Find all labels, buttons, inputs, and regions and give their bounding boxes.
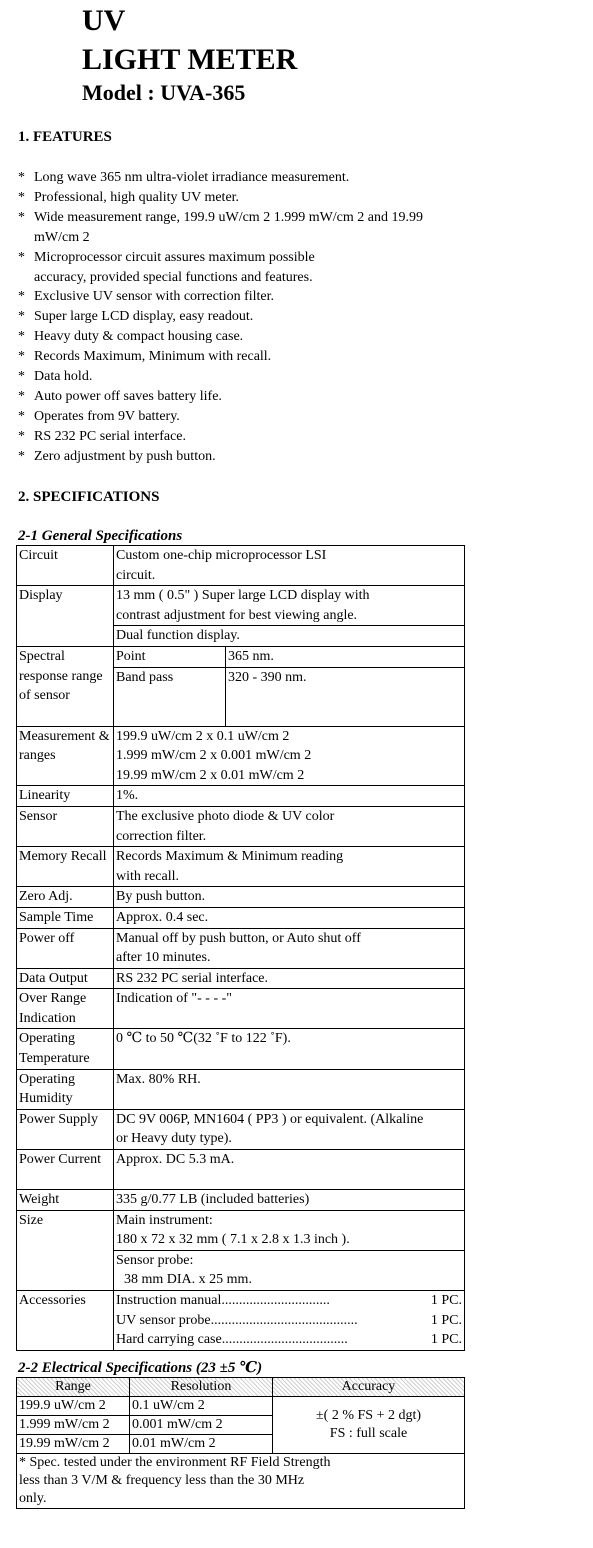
- row-label: Sensor: [17, 806, 114, 846]
- row-value: The exclusive photo diode & UV color correction filter.: [114, 806, 465, 846]
- feature-item: * Operates from 9V battery.: [18, 407, 578, 427]
- table-row: [17, 968, 465, 989]
- row-label: Size: [17, 1210, 114, 1290]
- bullet-star-icon: *: [18, 289, 25, 305]
- bullet-star-icon: *: [18, 329, 25, 345]
- bullet-star-icon: *: [18, 209, 25, 225]
- accessory-item: Hard carrying case.................................... 1 PC.: [116, 1332, 462, 1348]
- bullet-star-icon: *: [18, 388, 25, 404]
- row-value: [114, 726, 465, 786]
- band-pass-label: Band pass: [114, 667, 226, 726]
- electrical-specs-title: 2-2 Electrical Specifications (23 ±5 ℃): [18, 1360, 263, 1376]
- bullet-star-icon: *: [18, 189, 25, 205]
- row-label: Weight: [17, 1190, 114, 1211]
- accessory-item: Instruction manual............................... 1 PC.: [116, 1293, 462, 1308]
- table-row: [17, 1210, 465, 1250]
- accessory-item: UV sensor probe.......................................... 1 PC.: [116, 1312, 462, 1328]
- point-label: Point: [114, 646, 226, 667]
- bullet-star-icon: *: [18, 448, 25, 464]
- bullet-star-icon: *: [18, 408, 25, 424]
- feature-item: * Wide measurement range, 199.9 uW/cm 2 1.999 mW/cm 2 and 19.99 mW/cm 2: [18, 209, 423, 245]
- row-value: DC 9V 006P, MN1604 ( PP3 ) or equivalent. (Alkaline or Heavy duty type).: [114, 1109, 465, 1149]
- table-row: [17, 1150, 465, 1190]
- row-value: 0 ℃ to 50 ℃(32 ˚F to 122 ˚F).: [114, 1029, 465, 1069]
- table-row: [17, 1454, 465, 1509]
- range-cell: 1.999 mW/cm 2: [17, 1416, 130, 1435]
- row-label: Memory Recall: [17, 847, 114, 887]
- general-specs-title: 2-1 General Specifications: [18, 528, 183, 544]
- row-label: Operating Humidity: [17, 1069, 114, 1109]
- table-header-row: [17, 1378, 465, 1397]
- row-value: [114, 1250, 465, 1290]
- accuracy-cell: [273, 1397, 465, 1454]
- table-row: [17, 928, 465, 968]
- feature-item: * Exclusive UV sensor with correction filter.: [18, 287, 578, 307]
- row-value: Custom one-chip microprocessor LSI circuit.: [114, 546, 465, 586]
- row-value: 13 mm ( 0.5" ) Super large LCD display with contrast adjustment for best viewing angle.: [114, 586, 465, 626]
- resolution-cell: 0.1 uW/cm 2: [130, 1397, 273, 1416]
- row-value: 335 g/0.77 LB (included batteries): [114, 1190, 465, 1211]
- row-value: Approx. DC 5.3 mA.: [114, 1150, 465, 1190]
- row-label: Over Range Indication: [17, 989, 114, 1029]
- point-value: 365 nm.: [226, 646, 465, 667]
- range-line: 19.99 mW/cm 2 x 0.01 mW/cm 2: [116, 767, 305, 783]
- title-line-2: LIGHT METER: [82, 43, 298, 76]
- row-label: Data Output: [17, 968, 114, 989]
- table-row: [17, 726, 465, 786]
- row-label: Circuit: [17, 546, 114, 586]
- bullet-star-icon: *: [18, 170, 25, 185]
- row-label: Measurement & ranges: [17, 726, 114, 786]
- row-value: 1%.: [114, 786, 465, 807]
- specifications-heading: 2. SPECIFICATIONS: [18, 489, 160, 505]
- feature-item: * Records Maximum, Minimum with recall.: [18, 347, 578, 367]
- features-heading: 1. FEATURES: [18, 129, 112, 145]
- row-value: [114, 1210, 465, 1250]
- table-row: [17, 1397, 465, 1416]
- row-label: Display: [17, 586, 114, 647]
- title-line-1: UV: [82, 4, 126, 37]
- bullet-star-icon: *: [18, 428, 25, 444]
- feature-item: * Microprocessor circuit assures maximum possible accuracy, provided special functions and features.: [18, 249, 315, 285]
- table-row: [17, 1291, 465, 1351]
- column-header: Resolution: [130, 1378, 273, 1397]
- feature-item: * Auto power off saves battery life.: [18, 387, 578, 407]
- electrical-specs-table: [16, 1377, 465, 1509]
- row-label: Power Current: [17, 1150, 114, 1190]
- table-row: [17, 887, 465, 908]
- size-probe-value: 38 mm DIA. x 25 mm.: [124, 1272, 252, 1288]
- column-header: Accuracy: [273, 1378, 465, 1397]
- feature-item: * Long wave 365 nm ultra-violet irradiance measurement.: [18, 168, 578, 188]
- features-list: [18, 168, 578, 467]
- accuracy-note: FS : full scale: [329, 1426, 408, 1441]
- feature-item: * Professional, high quality UV meter.: [18, 188, 578, 208]
- range-line: 1.999 mW/cm 2 x 0.001 mW/cm 2: [116, 748, 312, 764]
- bullet-star-icon: *: [18, 349, 25, 365]
- bullet-star-icon: *: [18, 249, 25, 265]
- feature-item: * Heavy duty & compact housing case.: [18, 327, 578, 347]
- row-value: Max. 80% RH.: [114, 1069, 465, 1109]
- feature-item: * Super large LCD display, easy readout.: [18, 307, 578, 327]
- table-row: [17, 1029, 465, 1069]
- row-value: By push button.: [114, 887, 465, 908]
- row-value: Approx. 0.4 sec.: [114, 907, 465, 928]
- feature-item: * Zero adjustment by push button.: [18, 447, 578, 467]
- range-cell: 199.9 uW/cm 2: [17, 1397, 130, 1416]
- band-pass-value: 320 - 390 nm.: [226, 667, 465, 726]
- table-row: [17, 1109, 465, 1149]
- table-row: [17, 806, 465, 846]
- table-row: [17, 989, 465, 1029]
- general-specs-table: [16, 545, 465, 1351]
- table-row: [17, 586, 465, 626]
- row-label: Linearity: [17, 786, 114, 807]
- size-main-label: Main instrument:: [116, 1212, 213, 1228]
- feature-item: * Data hold.: [18, 367, 578, 387]
- size-probe-label: Sensor probe:: [116, 1252, 194, 1268]
- model-number: Model : UVA-365: [82, 80, 246, 105]
- column-header: Range: [17, 1378, 130, 1397]
- table-row: [17, 907, 465, 928]
- resolution-cell: 0.01 mW/cm 2: [130, 1435, 273, 1454]
- resolution-cell: 0.001 mW/cm 2: [130, 1416, 273, 1435]
- row-label: Sample Time: [17, 907, 114, 928]
- row-value: [114, 1291, 465, 1351]
- feature-item: * RS 232 PC serial interface.: [18, 427, 578, 447]
- bullet-star-icon: *: [18, 369, 25, 385]
- table-row: [17, 1190, 465, 1211]
- row-value: Records Maximum & Minimum reading with recall.: [114, 847, 465, 887]
- table-row: [17, 546, 465, 586]
- range-cell: 19.99 mW/cm 2: [17, 1435, 130, 1454]
- range-line: 199.9 uW/cm 2 x 0.1 uW/cm 2: [116, 728, 290, 744]
- table-row: [17, 786, 465, 807]
- row-label: Operating Temperature: [17, 1029, 114, 1069]
- table-row: [17, 646, 465, 667]
- size-main-value: 180 x 72 x 32 mm ( 7.1 x 2.8 x 1.3 inch ).: [116, 1232, 350, 1248]
- row-label: Power off: [17, 928, 114, 968]
- row-value: Manual off by push button, or Auto shut off after 10 minutes.: [114, 928, 465, 968]
- row-label: Spectral response range of sensor: [17, 646, 114, 726]
- row-label: Accessories: [17, 1291, 114, 1351]
- row-value: RS 232 PC serial interface.: [114, 968, 465, 989]
- row-label: Power Supply: [17, 1109, 114, 1149]
- row-value: Indication of "- - - -": [114, 989, 465, 1029]
- row-label: Zero Adj.: [17, 887, 114, 908]
- footnote: * Spec. tested under the environment RF Field Strength less than 3 V/M & frequency less than the 30 MHz only.: [17, 1454, 465, 1509]
- table-row: [17, 1069, 465, 1109]
- row-value: Dual function display.: [114, 626, 465, 647]
- bullet-star-icon: *: [18, 309, 25, 325]
- table-row: [17, 847, 465, 887]
- accuracy-value: ±( 2 % FS + 2 dgt): [315, 1408, 422, 1423]
